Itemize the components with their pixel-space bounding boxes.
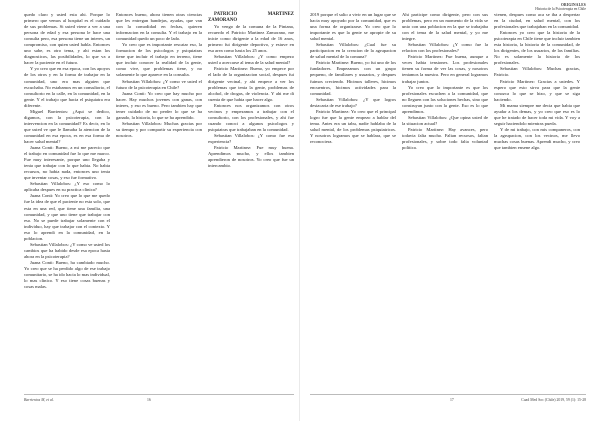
page-number: 16 [147, 398, 151, 402]
right-column-2 [402, 12, 488, 151]
paragraph: Yo vengo de la comuna de la Pintana, recuerdo el Patricio Martinez Zamorano, me inicie como dirigente a la edad de 16 anos, primero fui dirigente deportivo, y estuve en esa area como hasta los 25 anos. [208, 24, 294, 54]
paragraph: Sebastian Villalobos: ¿Que opina usted de la situacion actual? [402, 114, 488, 126]
paragraph: Juana Conti: Bueno, a mi me parecio que el trabajo en comunidad fue lo que me marco. Fue muy interesante, porque uno llegaba y tenia que trabajar con lo que habia. No habia recursos, no habia nada, entonces uno tenia que inventar cosas, y eso fue formativo. [24, 145, 110, 181]
paragraph: Patricio Martinez: Gracias a ustedes. Y espero que esto sirva para que la gente conozca lo que se hizo, y que se siga haciendo. [494, 78, 580, 102]
paragraph: Patricio Martinez: Fue muy buena. Aprendimos mucho, y ellos tambien aprendieron de nosotros. Yo creo que fue un intercambio. [208, 145, 294, 169]
left-column-1 [24, 12, 110, 290]
header-series: ORIGINALES [561, 3, 586, 7]
paragraph: Sebastian Villalobos: ¿Y como empezo usted a acercarse al tema de la salud mental? [208, 54, 294, 66]
paragraph: Patricio Martinez: Bueno, yo fui uno de los fundadores. Empezamos con un grupo pequeno, de familiares y usuarios, y despues fuimos creciendo. Hicimos talleres, hicimos encuentros, hicimos actividades para la comunidad. [310, 60, 396, 96]
paragraph: Patricio Martinez: Yo creo que el principal logro fue que la gente empezo a hablar del tema. Antes era un tabu, nadie hablaba de la salud mental, de los problemas psiquiatricos. Y nosotros logramos que se hablara, que se reconociera. [310, 108, 396, 144]
footer-citation: Cuad Med Soc (Chile) 2019, 59 (1): 15-28 [521, 398, 586, 402]
paragraph: Yo creo que lo importante es que los profesionales escuchen a la comunidad, que no lleguen con las soluciones hechas, sino que construyan junto con la gente. Eso es lo que aprendimos. [402, 84, 488, 114]
paragraph: Patricio Martinez: Fue buena, aunque a veces habia tensiones. Los profesionales tienen su forma de ver las cosas, y nosotros teniamos la nuestra. Pero en general logramos trabajar juntos. [402, 54, 488, 84]
footer-rule [24, 394, 294, 395]
paragraph: Juana Conti: Bueno, ha cambiado mucho. Yo creo que se ha perdido algo de ese trabajo comunitario, se ha ido hacia lo mas individual, lo mas clinico. Y eso tiene cosas buenas y cosas malas. [24, 259, 110, 290]
page-number: 17 [450, 398, 454, 402]
paragraph: Ahi participe como dirigente, pero con sus problemas, pero en un momento de la vida se unio con una poblacion en la que se trabajaba con el tema de la salud mental, y yo me integre. [402, 12, 488, 42]
paragraph: Y de mi trabajo, con mis companeros, con la agrupacion, con los vecinos, me llevo muchas cosas buenas. Aprendi mucho, y creo que tambien ensene algo. [494, 126, 580, 151]
running-header [535, 3, 586, 11]
right-column-1 [310, 12, 396, 145]
paragraph: Entonces nos organizamos con otros vecinos y empezamos a trabajar con el consultorio, con los profesionales, y ahi fue cuando conoci a algunos psicologos y psiquiatras que trabajaban en la comunidad. [208, 102, 294, 132]
right-column-3 [494, 12, 580, 151]
paragraph: Sebastian Villalobos: Muchas gracias por su tiempo y por compartir su experiencia con nosotros. [116, 120, 202, 138]
paragraph: 2019 porque el salio a vivir en un lugar que se hacia muy apoyado por la comunidad, que es una forma de organizarse. Yo creo que lo importante es que la gente se apropie de su salud mental. [310, 12, 396, 42]
paragraph: Sebastian Villalobos: ¿Y como fue esa experiencia? [208, 132, 294, 144]
paragraph: Entonces yo creo que la historia de la psicoterapia en Chile tiene que incluir tambien esta historia, la historia de la comunidad, de los dirigentes, de los usuarios, de las familias. No es solamente la historia de los profesionales. [494, 30, 580, 66]
footer-rule [310, 394, 586, 395]
paragraph: quedo claro y usted esta ahi. Porque lo primero que vemos al hospital es el cuidado de sus problemas. Si usted viene a ver a una persona de edad y esa persona le hace una consulta pero, esa persona tiene un interes, un compromiso, con quien usted habla. Entonces uno sabe, es otro tema, y ahi estan los diagnosticos, las posibilidades, lo que va a hacer la paciente en el futuro. [24, 12, 110, 66]
paragraph: Yo creo que es importante rescatar eso, la formacion de los psicologos y psiquiatras tiene que incluir el trabajo en terreno, tiene que incluir conocer la realidad de la gente, como vive, que problemas tiene, y no solamente lo que aparece en la consulta. [116, 42, 202, 78]
paragraph: Sebastian Villalobos: ¿Y como ve usted el futuro de la psicoterapia en Chile? [116, 78, 202, 90]
footer-author: Barrientos M, et al. [24, 398, 54, 402]
paragraph: Patricio Martinez: Hay avances, pero todavia falta mucho. Faltan recursos, faltan profesionales, y sobre todo falta voluntad politica. [402, 126, 488, 151]
paragraph: Mi mama siempre me decia que habia que ayudar a los demas, y yo creo que eso es lo que he tratado de hacer toda mi vida. Y voy a seguir haciendolo mientras pueda. [494, 102, 580, 126]
paragraph: Sebastian Villalobos: Muchas gracias, Patricio. [494, 66, 580, 78]
paragraph: Sebastian Villalobos: ¿Y como ve usted los cambios que ha habido desde esa epoca hasta ahora en la psicoterapia? [24, 241, 110, 259]
paragraph: Juana Conti: Yo creo que lo que me quedo fue la idea de que el paciente no esta solo, que esta en una red, que tiene una familia, una comunidad, y que uno tiene que trabajar con eso. No se puede trabajar solamente con el individuo, hay que trabajar con el contexto. Y eso lo aprendi en la comunidad, en la poblacion. [24, 193, 110, 241]
left-column-3 [208, 12, 294, 169]
paragraph: Entonces bueno, ahora tienen otras ciencias que les entregan bandejas, ayudas, que van con la comodidad en fechas, quieren informacion en la consulta. Y el trabajo en la comunidad quedo un poco de lado. [116, 12, 202, 42]
right-page [300, 0, 600, 421]
header-journal: Historia de la Psicoterapia en Chile [535, 7, 586, 12]
paragraph: Sebastian Villalobos: ¿Y como fue la relacion con los profesionales? [402, 42, 488, 54]
paragraph: Patricio Martinez: Bueno, yo empece por el lado de la organizacion social, despues fui dirigente vecinal, y ahi empece a ver los problemas que tenia la gente, problemas de alcohol, de drogas, de violencia. Y ahi me di cuenta de que habia que hacer algo. [208, 66, 294, 102]
paragraph: Sebastian Villalobos: ¿Y que logros destacaria de ese trabajo? [310, 96, 396, 108]
paragraph: Sebastian Villalobos: ¿Cual fue su participacion en la creacion de la agrupacion de salud mental de la comuna? [310, 42, 396, 60]
paragraph: vienen, despues como aca se iba a despertar en la ciudad, en salud mental, con los profesionales que trabajaban en la comunidad. [494, 12, 580, 30]
paragraph: Juana Conti: Yo creo que hay mucho por hacer. Hay muchos jovenes con ganas, con interes, y eso es bueno. Pero tambien hay que tener cuidado de no perder lo que se ha ganado, la historia, lo que se ha aprendido. [116, 90, 202, 120]
paragraph: Miguel Barrientos: ¿Aqui se dedico, digamos, con la psicoterapia, con la intervencion en la comunidad? Es decir, en lo que usted ve que le llamaba la atencion de la comunidad en esa epoca, es en esa forma de hacer salud mental? [24, 108, 110, 144]
section-heading: PATRICIO MARTINEZ ZAMORANO [208, 12, 294, 24]
paragraph: Y yo creo que en esa epoca, con los apoyos de los otros y en la forma de trabajar en la comunidad, uno era mas alguien que escuchaba. No estabamos en un consultorio, el consultorio en la calle, en la comunidad, en la gente. Y el trabajo que hacia el psiquiatra era diferente. [24, 66, 110, 108]
left-column-2 [116, 12, 202, 139]
paragraph: Sebastian Villalobos: ¿Y eso como lo aplicaba despues en su practica clinica? [24, 181, 110, 193]
